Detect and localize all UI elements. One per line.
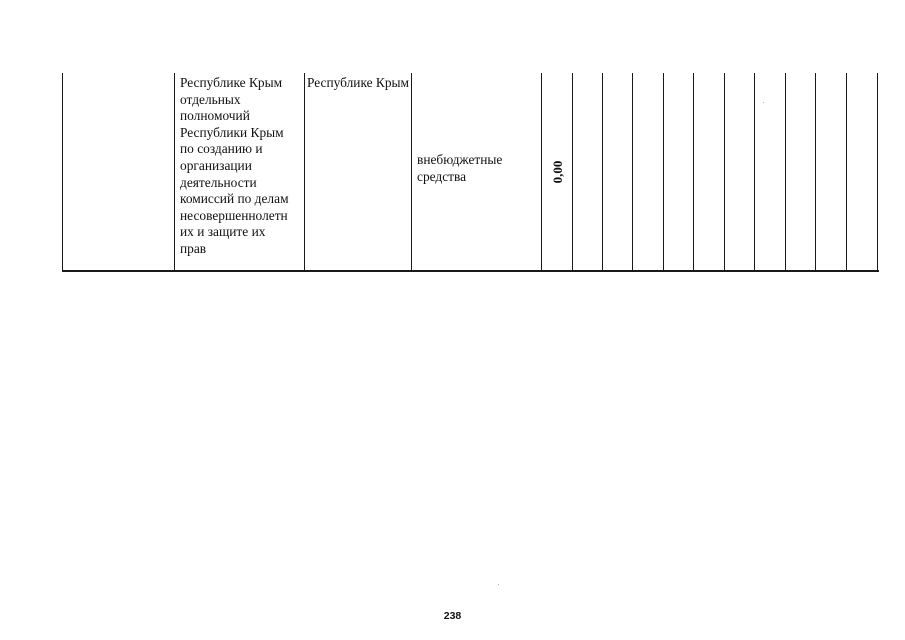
table-column-divider [62, 73, 63, 271]
total-amount-value: 0,00 [549, 160, 565, 184]
program-name-line: полномочий [180, 108, 250, 124]
table-column-divider [411, 73, 412, 271]
table-column-divider [846, 73, 847, 271]
executor-cell: Республике Крым [306, 75, 410, 90]
program-name-line: деятельности [180, 174, 257, 190]
table-column-divider [632, 73, 633, 271]
funding-source-cell: внебюджетные средства [417, 152, 503, 184]
scan-speck [498, 584, 499, 585]
table-column-divider [724, 73, 725, 271]
program-name-line: комиссий по делам [180, 191, 289, 207]
table-column-divider [815, 73, 816, 271]
page-number: 238 [443, 610, 462, 622]
table-column-divider [663, 73, 664, 271]
table-bottom-border [62, 270, 879, 272]
table-column-divider [693, 73, 694, 271]
program-name-line: их и защите их [180, 224, 266, 240]
program-name-line: организации [180, 157, 252, 173]
table-column-divider [785, 73, 786, 271]
program-name-line: Республике Крым [180, 75, 283, 90]
table-column-divider [754, 73, 755, 271]
program-name-line: отдельных [180, 91, 241, 107]
table-column-divider [602, 73, 603, 271]
total-amount-cell [542, 73, 573, 271]
program-name-line: Республики Крым [180, 124, 284, 140]
table-column-divider [877, 73, 878, 271]
program-name-line: несовершеннолетн [180, 207, 288, 223]
program-name-line: прав [180, 240, 207, 256]
table-column-divider [304, 73, 305, 271]
budget-table [62, 73, 879, 271]
program-name-line: по созданию и [180, 141, 263, 157]
table-column-divider [174, 73, 175, 271]
program-name-cell [180, 75, 304, 258]
scan-speck [763, 102, 764, 103]
